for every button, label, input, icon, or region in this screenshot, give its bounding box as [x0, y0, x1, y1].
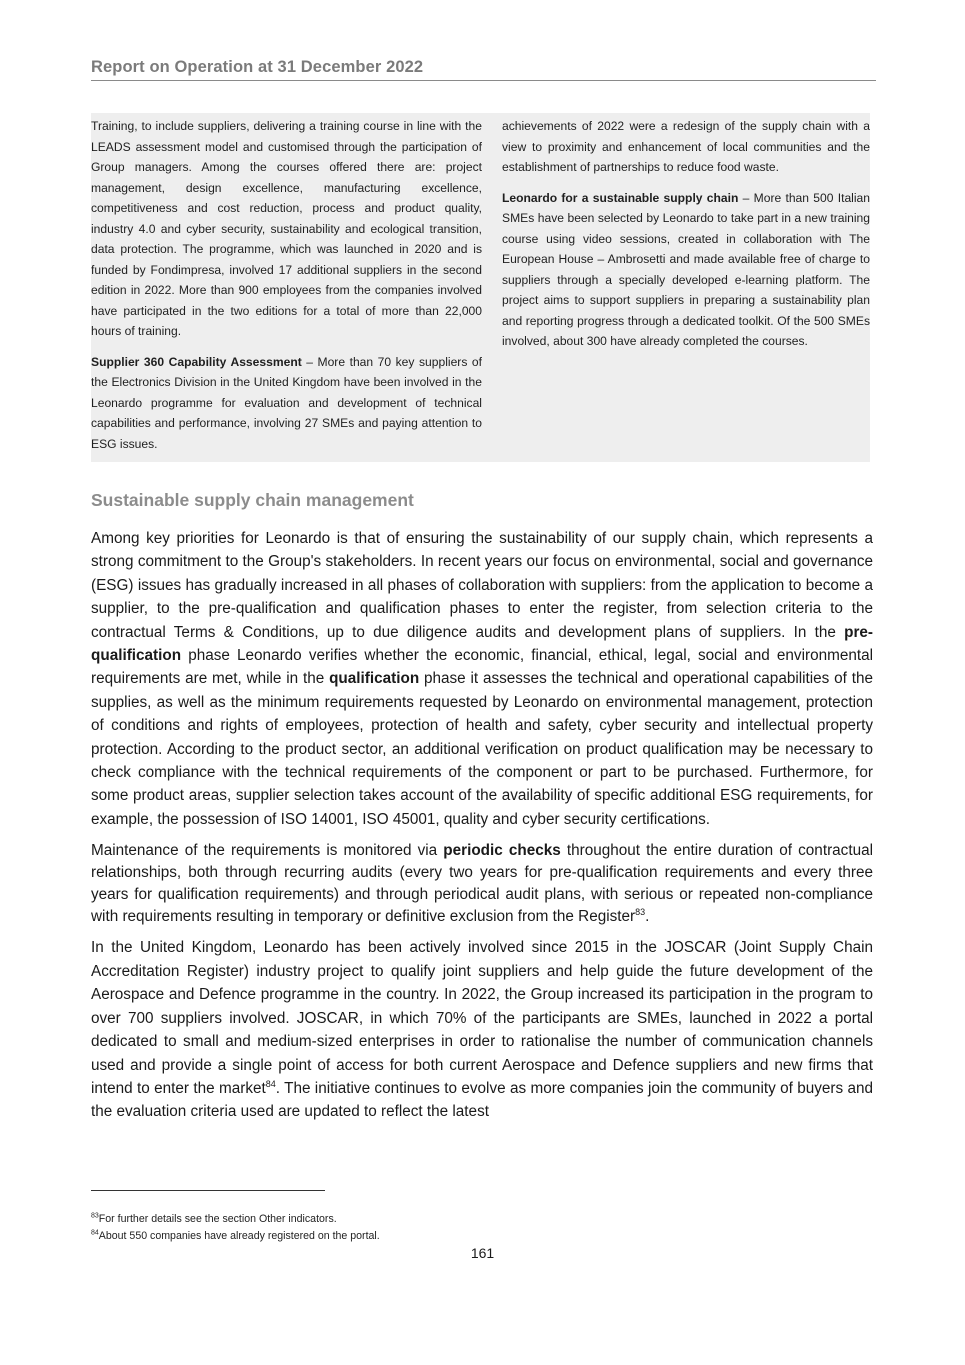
footnotes	[91, 1211, 380, 1244]
page-header: Report on Operation at 31 December 2022	[91, 58, 876, 81]
body-text-span: . The initiative continues to evolve as more companies join the community of buyers and the evaluation criteria used are updated to reflect the latest	[91, 1079, 873, 1121]
body-paragraph-3	[91, 936, 873, 1123]
page-number: 161	[470, 1245, 495, 1261]
pre-qualification-term: pre-qualification	[91, 623, 873, 665]
qualification-term: qualification	[329, 670, 420, 688]
sustainable-supply-chain-heading: Leonardo for a sustainable supply chain	[502, 190, 739, 205]
footnote-ref-84[interactable]: 84	[265, 1078, 276, 1089]
body-paragraph-2	[91, 840, 873, 927]
footnote-84	[91, 1228, 380, 1245]
footnote-number: 84	[91, 1228, 99, 1236]
body-text-span: Maintenance of the requirements is monitored via	[91, 842, 444, 860]
footnote-83	[91, 1211, 380, 1228]
footnote-text: For further details see the section Other indicators.	[98, 1213, 337, 1225]
box-right-column	[502, 116, 870, 362]
footnote-ref-83[interactable]: 83	[635, 906, 646, 917]
footnote-separator	[91, 1190, 325, 1191]
section-body	[91, 527, 873, 1133]
sustainable-supply-chain-text: – More than 500 Italian SMEs have been selected by Leonardo to take part in a new training course using video sessions, created in collaboration with The European House – Ambrosetti and made available free of charge to suppliers through a specially developed e-learning platform. The project aims to support suppliers in preparing a sustainability plan and reporting progress through a dedicated toolkit. Of the 500 SMEs involved, about 300 have already completed the courses.	[502, 190, 870, 348]
box-right-paragraph-2	[502, 188, 870, 352]
footnote-number: 83	[91, 1212, 99, 1220]
supplier-360-heading: Supplier 360 Capability Assessment	[91, 354, 302, 369]
section-title: Sustainable supply chain management	[91, 490, 414, 510]
box-right-paragraph-1: achievements of 2022 were a redesign of the supply chain with a view to proximity and enhancement of local communities and the establishment of partnerships to reduce food waste.	[502, 119, 870, 174]
body-paragraph-1	[91, 527, 873, 831]
box-left-column	[91, 116, 482, 464]
body-text-span: phase it assesses the technical and operational capabilities of the supplies, as well as the minimum requirements requested by Leonardo on environmental management, protection of conditions and rights of employees, protection of health and safety, cyber security and intellectual property protection. According to the product sector, an additional verification on product qualification may be necessary to check compliance with the technical requirements of the component or part to be purchased. Furthermore, for some product areas, supplier selection takes account of the availability of specific additional ESG requirements, for example, the possession of ISO 14001, ISO 45001, quality and cyber security certifications.	[91, 670, 873, 828]
highlight-box	[91, 113, 870, 462]
body-text-span: .	[645, 907, 650, 925]
periodic-checks-term: periodic checks	[443, 842, 561, 860]
footnote-text: About 550 companies have already registered on the portal.	[98, 1229, 380, 1242]
body-text-span: Among key priorities for Leonardo is that of ensuring the sustainability of our supply chain, which represents a strong commitment to the Group's stakeholders. In recent years our focus on environmental, social and governance (ESG) issues has gradually increased in all phases of collaboration with suppliers: from the application to become a supplier, to the pre-qualification and qualification phases to enter the register, from selection criteria to the contractual Terms & Conditions, up to due diligence audits and development plans of suppliers. In the	[91, 530, 873, 641]
box-left-paragraph-1: Training, to include suppliers, delivering a training course in line with the LEADS assessment model and customised through the participation of Group managers. Among the courses offered there are: project management, design excellence, manufacturing excellence, competitiveness and cost reduction, process and product quality, industry 4.0 and cyber security, sustainability and ecological transition, data protection. The programme, which was launched in 2020 and is funded by Fondimpresa, involved 17 additional suppliers in the second edition in 2022. More than 900 employees from the companies involved have participated in the two editions for a total of more than 22,000 hours of training.	[91, 119, 482, 338]
supplier-360-text: – More than 70 key suppliers of the Electronics Division in the United Kingdom have been involved in the Leonardo programme for evaluation and development of technical capabilities and performance, involving 27 SMEs and paying attention to ESG issues.	[91, 354, 482, 451]
body-text-span: In the United Kingdom, Leonardo has been actively involved since 2015 in the JOSCAR (Joint Supply Chain Accreditation Register) industry project to qualify joint suppliers and help guide the future development of the Aerospace and Defence programme in the country. In 2022, the Group increased its participation in the program to over 700 suppliers involved. JOSCAR, in which 70% of the participants are SMEs, launched in 2022 a portal dedicated to small and medium-sized enterprises in order to rationalise the number of communication channels used and provide a single point of access for both current Aerospace and Defence suppliers and new firms that intend to enter the market	[91, 939, 873, 1097]
body-text-span: phase Leonardo verifies whether the economic, financial, ethical, legal, social and environmental requirements are met, while in the	[91, 647, 873, 688]
body-text-span: throughout the entire duration of contractual relationships, both through recurring audits (every two years for pre-qualification requirements and every three years for qualification requirements) and through periodical audit plans, with serious or repeated non-compliance with requirements resulting in temporary or definitive exclusion from the Register	[91, 842, 873, 925]
box-left-paragraph-2	[91, 352, 482, 455]
